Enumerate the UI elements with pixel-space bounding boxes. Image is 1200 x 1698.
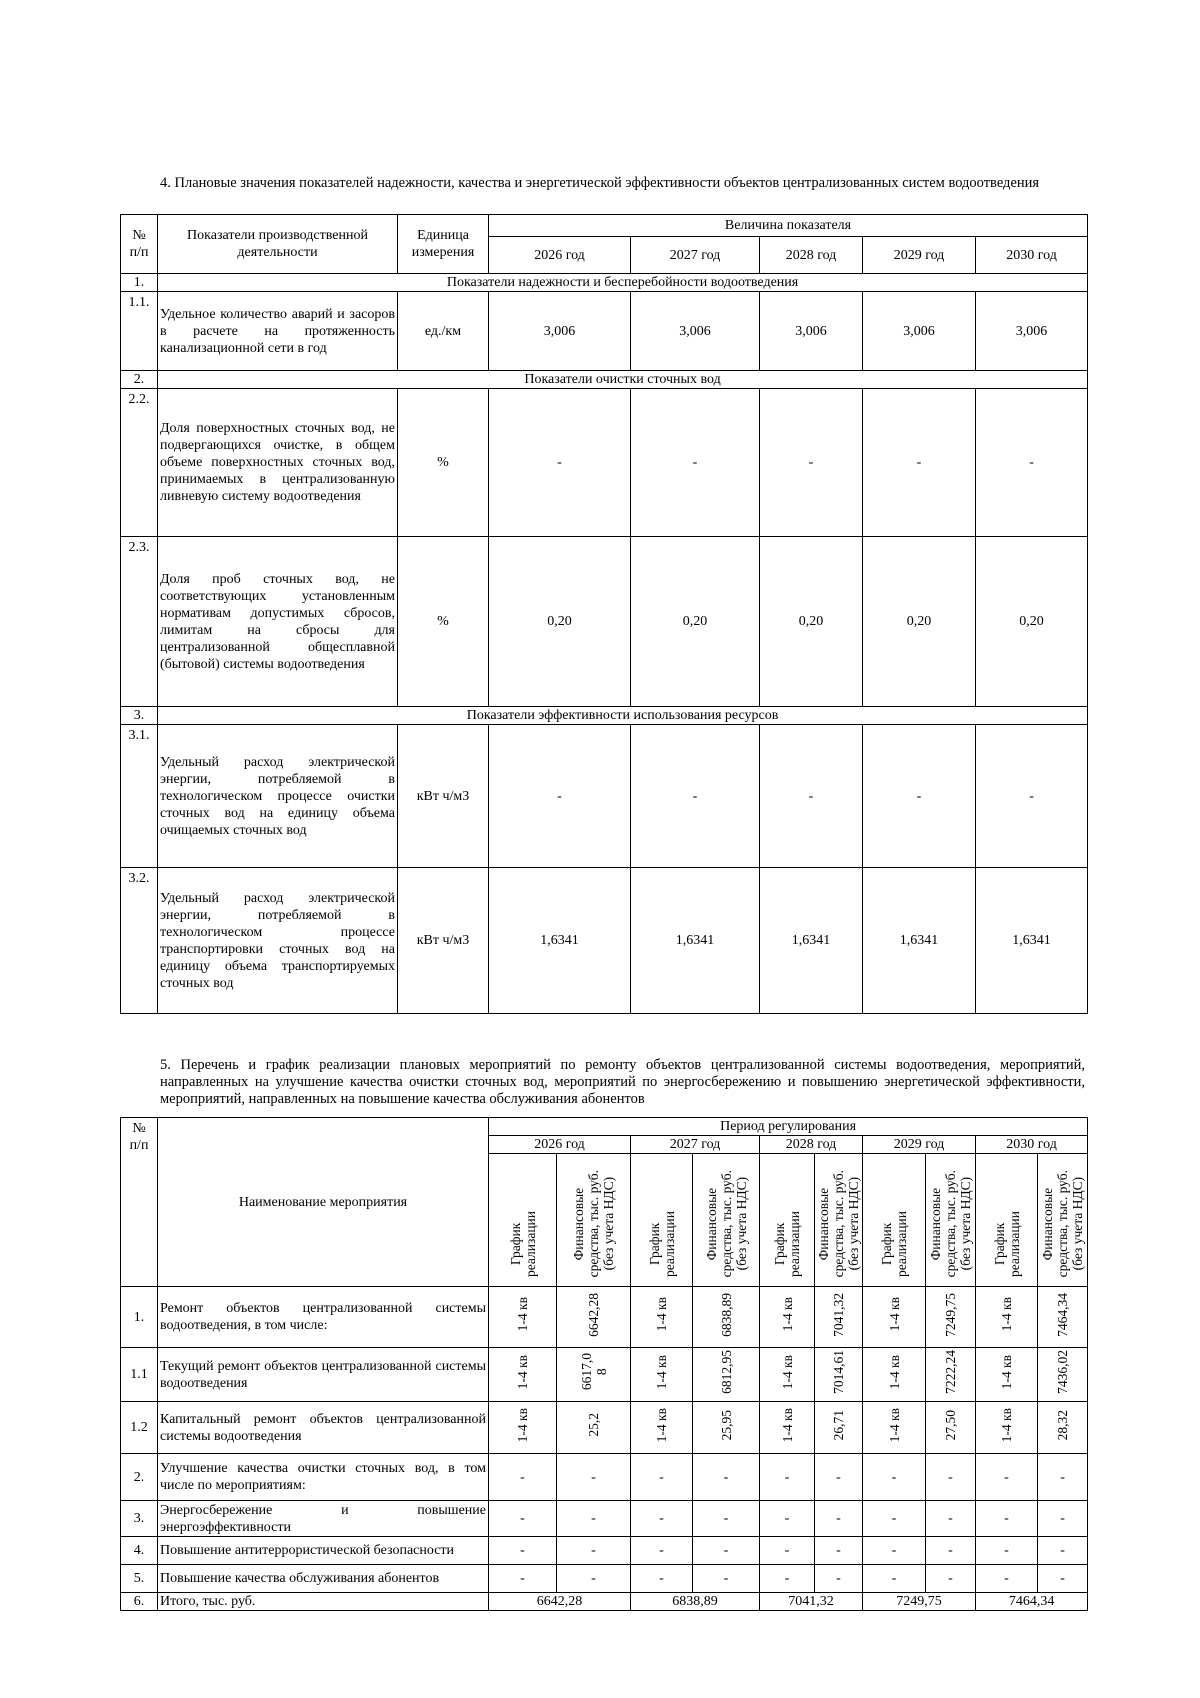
finance-cell: - (1038, 1537, 1088, 1565)
finance-cell: - (557, 1501, 631, 1537)
measure-num: 3. (121, 1501, 158, 1537)
finance-cell (1038, 1348, 1088, 1402)
indicator-unit: % (398, 537, 489, 707)
finance-cell (693, 1402, 760, 1454)
measure-num: 5. (121, 1565, 158, 1593)
finance-cell: - (815, 1537, 863, 1565)
group-num: 1. (121, 274, 158, 292)
cell-value: 1-4 кв (515, 1354, 530, 1390)
header-row (121, 1118, 1088, 1136)
header-indicator: Показатели производственной деятельности (158, 215, 398, 274)
finance-cell: - (926, 1454, 976, 1501)
subheader-schedule (976, 1154, 1038, 1287)
cell-value: 7041,32 (831, 1292, 846, 1337)
year-header: 2029 год (863, 237, 976, 274)
finance-cell: - (926, 1537, 976, 1565)
year-header: 2028 год (760, 237, 863, 274)
finance-cell: - (693, 1454, 760, 1501)
measure-row (121, 1287, 1088, 1348)
measure-name: Энергосбережение и повышение энергоэффективности (158, 1501, 489, 1537)
cell-value: 1-4 кв (886, 1407, 902, 1443)
finance-cell: - (815, 1454, 863, 1501)
cell-value: 1-4 кв (654, 1297, 669, 1332)
schedule-cell: - (976, 1537, 1038, 1565)
measure-row (121, 1348, 1088, 1402)
indicator-value: 0,20 (489, 537, 631, 707)
indicator-value: 1,6341 (631, 868, 760, 1014)
measure-row (121, 1537, 1088, 1565)
finance-cell: - (557, 1537, 631, 1565)
measure-name: Капитальный ремонт объектов централизованной системы водоотведения (158, 1402, 489, 1454)
schedule-cell (489, 1402, 557, 1454)
year-header: 2029 год (863, 1136, 976, 1154)
schedule-cell (760, 1402, 815, 1454)
schedule-cell: - (976, 1565, 1038, 1593)
cell-value: 25,2 (586, 1413, 601, 1437)
cell-value: 1-4 кв (886, 1354, 902, 1390)
finance-cell: - (815, 1501, 863, 1537)
schedule-cell (760, 1348, 815, 1402)
subheader-finance (557, 1154, 631, 1287)
finance-cell: - (693, 1501, 760, 1537)
total-row (121, 1593, 1088, 1611)
schedule-cell (489, 1348, 557, 1402)
indicator-name: Удельный расход электрической энергии, потребляемой в технологическом процессе транспортировки сточных вод на единицу объема транспортируемых сточных вод (158, 868, 398, 1014)
measure-row (121, 1501, 1088, 1537)
indicator-unit: % (398, 389, 489, 537)
indicator-row (121, 537, 1088, 707)
schedule-cell (863, 1348, 926, 1402)
indicator-value: 3,006 (760, 292, 863, 371)
year-header: 2028 год (760, 1136, 863, 1154)
finance-cell: - (693, 1565, 760, 1593)
year-header: 2027 год (631, 237, 760, 274)
section4-caption: 4. Плановые значения показателей надежности, качества и энергетической эффективности объектов централизованных систем водоотведения (160, 175, 1040, 191)
cell-value: 6617,0 8 (578, 1353, 609, 1391)
finance-cell (1038, 1402, 1088, 1454)
indicator-unit: кВт ч/м3 (398, 868, 489, 1014)
schedule-cell: - (631, 1565, 693, 1593)
schedule-cell: - (489, 1454, 557, 1501)
indicator-row (121, 868, 1088, 1014)
cell-value: 25,95 (718, 1409, 734, 1441)
measure-num: 2. (121, 1454, 158, 1501)
year-header: 2030 год (976, 237, 1088, 274)
finance-cell: - (926, 1501, 976, 1537)
indicator-value: - (976, 389, 1088, 537)
schedule-cell: - (631, 1537, 693, 1565)
schedule-cell (631, 1348, 693, 1402)
indicator-num: 3.2. (121, 868, 158, 1014)
cell-value: 7222,24 (943, 1350, 958, 1394)
year-header: 2026 год (489, 1136, 631, 1154)
schedule-cell: - (760, 1501, 815, 1537)
finance-cell: - (557, 1565, 631, 1593)
indicators-table (120, 214, 1088, 1014)
schedule-cell: - (863, 1537, 926, 1565)
cell-value: 7249,75 (943, 1292, 958, 1337)
cell-value: 1-4 кв (999, 1407, 1014, 1443)
indicator-value: 0,20 (863, 537, 976, 707)
cell-value: 6812,95 (718, 1350, 734, 1394)
schedule-cell: - (631, 1454, 693, 1501)
subheader-finance (815, 1154, 863, 1287)
total-num: 6. (121, 1593, 158, 1611)
header-value: Величина показателя (489, 215, 1088, 237)
indicator-num: 1.1. (121, 292, 158, 371)
subheader-schedule-text: График реализации (991, 1211, 1022, 1277)
schedule-cell: - (760, 1454, 815, 1501)
schedule-cell (976, 1348, 1038, 1402)
finance-cell (693, 1287, 760, 1348)
indicator-value: 3,006 (863, 292, 976, 371)
finance-cell: - (557, 1454, 631, 1501)
year-header: 2027 год (631, 1136, 760, 1154)
total-label: Итого, тыс. руб. (158, 1593, 489, 1611)
schedule-cell: - (863, 1501, 926, 1537)
schedule-cell: - (760, 1537, 815, 1565)
cell-value: 1-4 кв (779, 1297, 795, 1332)
finance-cell (557, 1287, 631, 1348)
subheader-schedule (863, 1154, 926, 1287)
schedule-cell (863, 1402, 926, 1454)
header-period: Период регулирования (489, 1118, 1088, 1136)
indicator-value: 1,6341 (976, 868, 1088, 1014)
schedule-cell: - (863, 1565, 926, 1593)
cell-value: 26,71 (831, 1409, 846, 1441)
measure-num: 1.2 (121, 1402, 158, 1454)
measure-num: 1.1 (121, 1348, 158, 1402)
year-header: 2030 год (976, 1136, 1088, 1154)
measure-row (121, 1565, 1088, 1593)
group-num: 2. (121, 371, 158, 389)
schedule-cell: - (976, 1454, 1038, 1501)
finance-cell (815, 1402, 863, 1454)
subheader-schedule-text: График реализации (507, 1211, 538, 1277)
measures-table (120, 1117, 1088, 1611)
subheader-schedule (489, 1154, 557, 1287)
group-title: Показатели очистки сточных вод (158, 371, 1088, 389)
schedule-cell: - (760, 1565, 815, 1593)
finance-cell: - (693, 1537, 760, 1565)
measure-name: Ремонт объектов централизованной системы водоотведения, в том числе: (158, 1287, 489, 1348)
measure-row (121, 1454, 1088, 1501)
indicator-value: - (760, 389, 863, 537)
finance-cell: - (1038, 1501, 1088, 1537)
schedule-cell: - (631, 1501, 693, 1537)
subheader-finance-text: Финансовые средства, тыс. руб. (без учета НДС) (816, 1169, 861, 1277)
total-value: 6642,28 (489, 1593, 631, 1611)
schedule-cell (631, 1287, 693, 1348)
subheader-finance (1038, 1154, 1088, 1287)
finance-cell (926, 1402, 976, 1454)
schedule-cell: - (976, 1501, 1038, 1537)
total-value: 7041,32 (760, 1593, 863, 1611)
indicator-value: - (489, 725, 631, 868)
finance-cell: - (1038, 1454, 1088, 1501)
group-row (121, 371, 1088, 389)
subheader-schedule-text: График реализации (772, 1211, 802, 1277)
schedule-cell (976, 1287, 1038, 1348)
indicator-unit: кВт ч/м3 (398, 725, 489, 868)
subheader-finance-text: Финансовые средства, тыс. руб. (без учета НДС) (571, 1169, 616, 1277)
total-value: 7249,75 (863, 1593, 976, 1611)
total-value: 7464,34 (976, 1593, 1088, 1611)
indicator-row (121, 389, 1088, 537)
year-header: 2026 год (489, 237, 631, 274)
cell-value: 1-4 кв (886, 1297, 902, 1332)
schedule-cell (976, 1402, 1038, 1454)
subheader-finance-text: Финансовые средства, тыс. руб. (без учета НДС) (1040, 1169, 1086, 1277)
measure-name: Повышение качества обслуживания абонентов (158, 1565, 489, 1593)
indicator-num: 2.2. (121, 389, 158, 537)
finance-cell (815, 1287, 863, 1348)
indicator-value: - (863, 725, 976, 868)
indicator-value: 3,006 (976, 292, 1088, 371)
indicator-value: - (976, 725, 1088, 868)
schedule-cell (489, 1287, 557, 1348)
indicator-value: - (863, 389, 976, 537)
indicator-row (121, 292, 1088, 371)
header-num: № п/п (121, 1118, 158, 1287)
finance-cell (693, 1348, 760, 1402)
measure-name: Текущий ремонт объектов централизованной системы водоотведения (158, 1348, 489, 1402)
header-row (121, 215, 1088, 237)
finance-cell (557, 1402, 631, 1454)
indicator-unit: ед./км (398, 292, 489, 371)
indicator-value: 0,20 (631, 537, 760, 707)
indicator-value: 1,6341 (863, 868, 976, 1014)
cell-value: 1-4 кв (999, 1354, 1014, 1390)
measure-name: Улучшение качества очистки сточных вод, в том числе по мероприятиям: (158, 1454, 489, 1501)
indicator-value: 1,6341 (489, 868, 631, 1014)
indicator-value: 3,006 (489, 292, 631, 371)
measure-num: 4. (121, 1537, 158, 1565)
schedule-cell: - (489, 1565, 557, 1593)
measure-row (121, 1402, 1088, 1454)
measure-name: Повышение антитеррористической безопасности (158, 1537, 489, 1565)
schedule-cell: - (489, 1501, 557, 1537)
indicator-value: - (489, 389, 631, 537)
group-row (121, 274, 1088, 292)
finance-cell (557, 1348, 631, 1402)
header-unit: Единица измерения (398, 215, 489, 274)
cell-value: 27,50 (943, 1409, 958, 1441)
schedule-cell (863, 1287, 926, 1348)
cell-value: 1-4 кв (779, 1407, 795, 1443)
subheader-finance (693, 1154, 760, 1287)
subheader-finance-text: Финансовые средства, тыс. руб. (без учета НДС) (703, 1169, 749, 1277)
subheader-finance (926, 1154, 976, 1287)
finance-cell: - (815, 1565, 863, 1593)
cell-value: 1-4 кв (654, 1407, 669, 1443)
cell-value: 6642,28 (586, 1292, 601, 1337)
indicator-value: - (760, 725, 863, 868)
cell-value: 7436,02 (1055, 1350, 1071, 1394)
cell-value: 28,32 (1055, 1409, 1071, 1441)
subheader-finance-text: Финансовые средства, тыс. руб. (без учета НДС) (928, 1169, 973, 1277)
measure-num: 1. (121, 1287, 158, 1348)
cell-value: 7014,61 (831, 1350, 846, 1394)
cell-value: 7464,34 (1055, 1292, 1071, 1337)
subheader-schedule (631, 1154, 693, 1287)
group-title: Показатели эффективности использования ресурсов (158, 707, 1088, 725)
header-measure: Наименование мероприятия (158, 1118, 489, 1287)
indicator-name: Удельное количество аварий и засоров в расчете на протяженность канализационной сети в год (158, 292, 398, 371)
finance-cell: - (926, 1565, 976, 1593)
group-title: Показатели надежности и бесперебойности водоотведения (158, 274, 1088, 292)
subheader-schedule-text: График реализации (879, 1211, 909, 1277)
cell-value: 1-4 кв (515, 1297, 530, 1332)
indicator-name: Доля проб сточных вод, не соответствующих установленным нормативам допустимых сбросов, лимитам на сбросы для централизованной общесплавной (бытовой) системы водоотведения (158, 537, 398, 707)
finance-cell (926, 1348, 976, 1402)
indicator-value: 0,20 (760, 537, 863, 707)
group-row (121, 707, 1088, 725)
group-num: 3. (121, 707, 158, 725)
indicator-name: Удельный расход электрической энергии, потребляемой в технологическом процессе очистки сточных вод на единицу объема очищаемых сточных вод (158, 725, 398, 868)
subheader-schedule (760, 1154, 815, 1287)
header-num: № п/п (121, 215, 158, 274)
indicator-row (121, 725, 1088, 868)
finance-cell (815, 1348, 863, 1402)
indicator-value: - (631, 725, 760, 868)
cell-value: 1-4 кв (654, 1354, 669, 1390)
indicator-value: 1,6341 (760, 868, 863, 1014)
cell-value: 6838,89 (718, 1292, 734, 1337)
schedule-cell (631, 1402, 693, 1454)
indicator-value: - (631, 389, 760, 537)
total-value: 6838,89 (631, 1593, 760, 1611)
cell-value: 1-4 кв (779, 1354, 795, 1390)
schedule-cell: - (489, 1537, 557, 1565)
indicator-name: Доля поверхностных сточных вод, не подвергающихся очистке, в общем объеме поверхностных сточных вод, принимаемых в централизованную ливневую систему водоотведения (158, 389, 398, 537)
cell-value: 1-4 кв (999, 1297, 1014, 1332)
cell-value: 1-4 кв (515, 1407, 530, 1443)
section5-caption: 5. Перечень и график реализации плановых мероприятий по ремонту объектов централизованной системы водоотведения, мероприятий, направленных на улучшение качества очистки сточных вод, мероприятий по энергосбережению и повышению энергетической эффективности, мероприятий, направленных на повышение качества обслуживания абонентов (160, 1057, 1085, 1107)
subheader-schedule-text: График реализации (646, 1211, 677, 1277)
finance-cell: - (1038, 1565, 1088, 1593)
indicator-num: 3.1. (121, 725, 158, 868)
finance-cell (926, 1287, 976, 1348)
schedule-cell (760, 1287, 815, 1348)
indicator-value: 3,006 (631, 292, 760, 371)
indicator-value: 0,20 (976, 537, 1088, 707)
indicator-num: 2.3. (121, 537, 158, 707)
finance-cell (1038, 1287, 1088, 1348)
schedule-cell: - (863, 1454, 926, 1501)
